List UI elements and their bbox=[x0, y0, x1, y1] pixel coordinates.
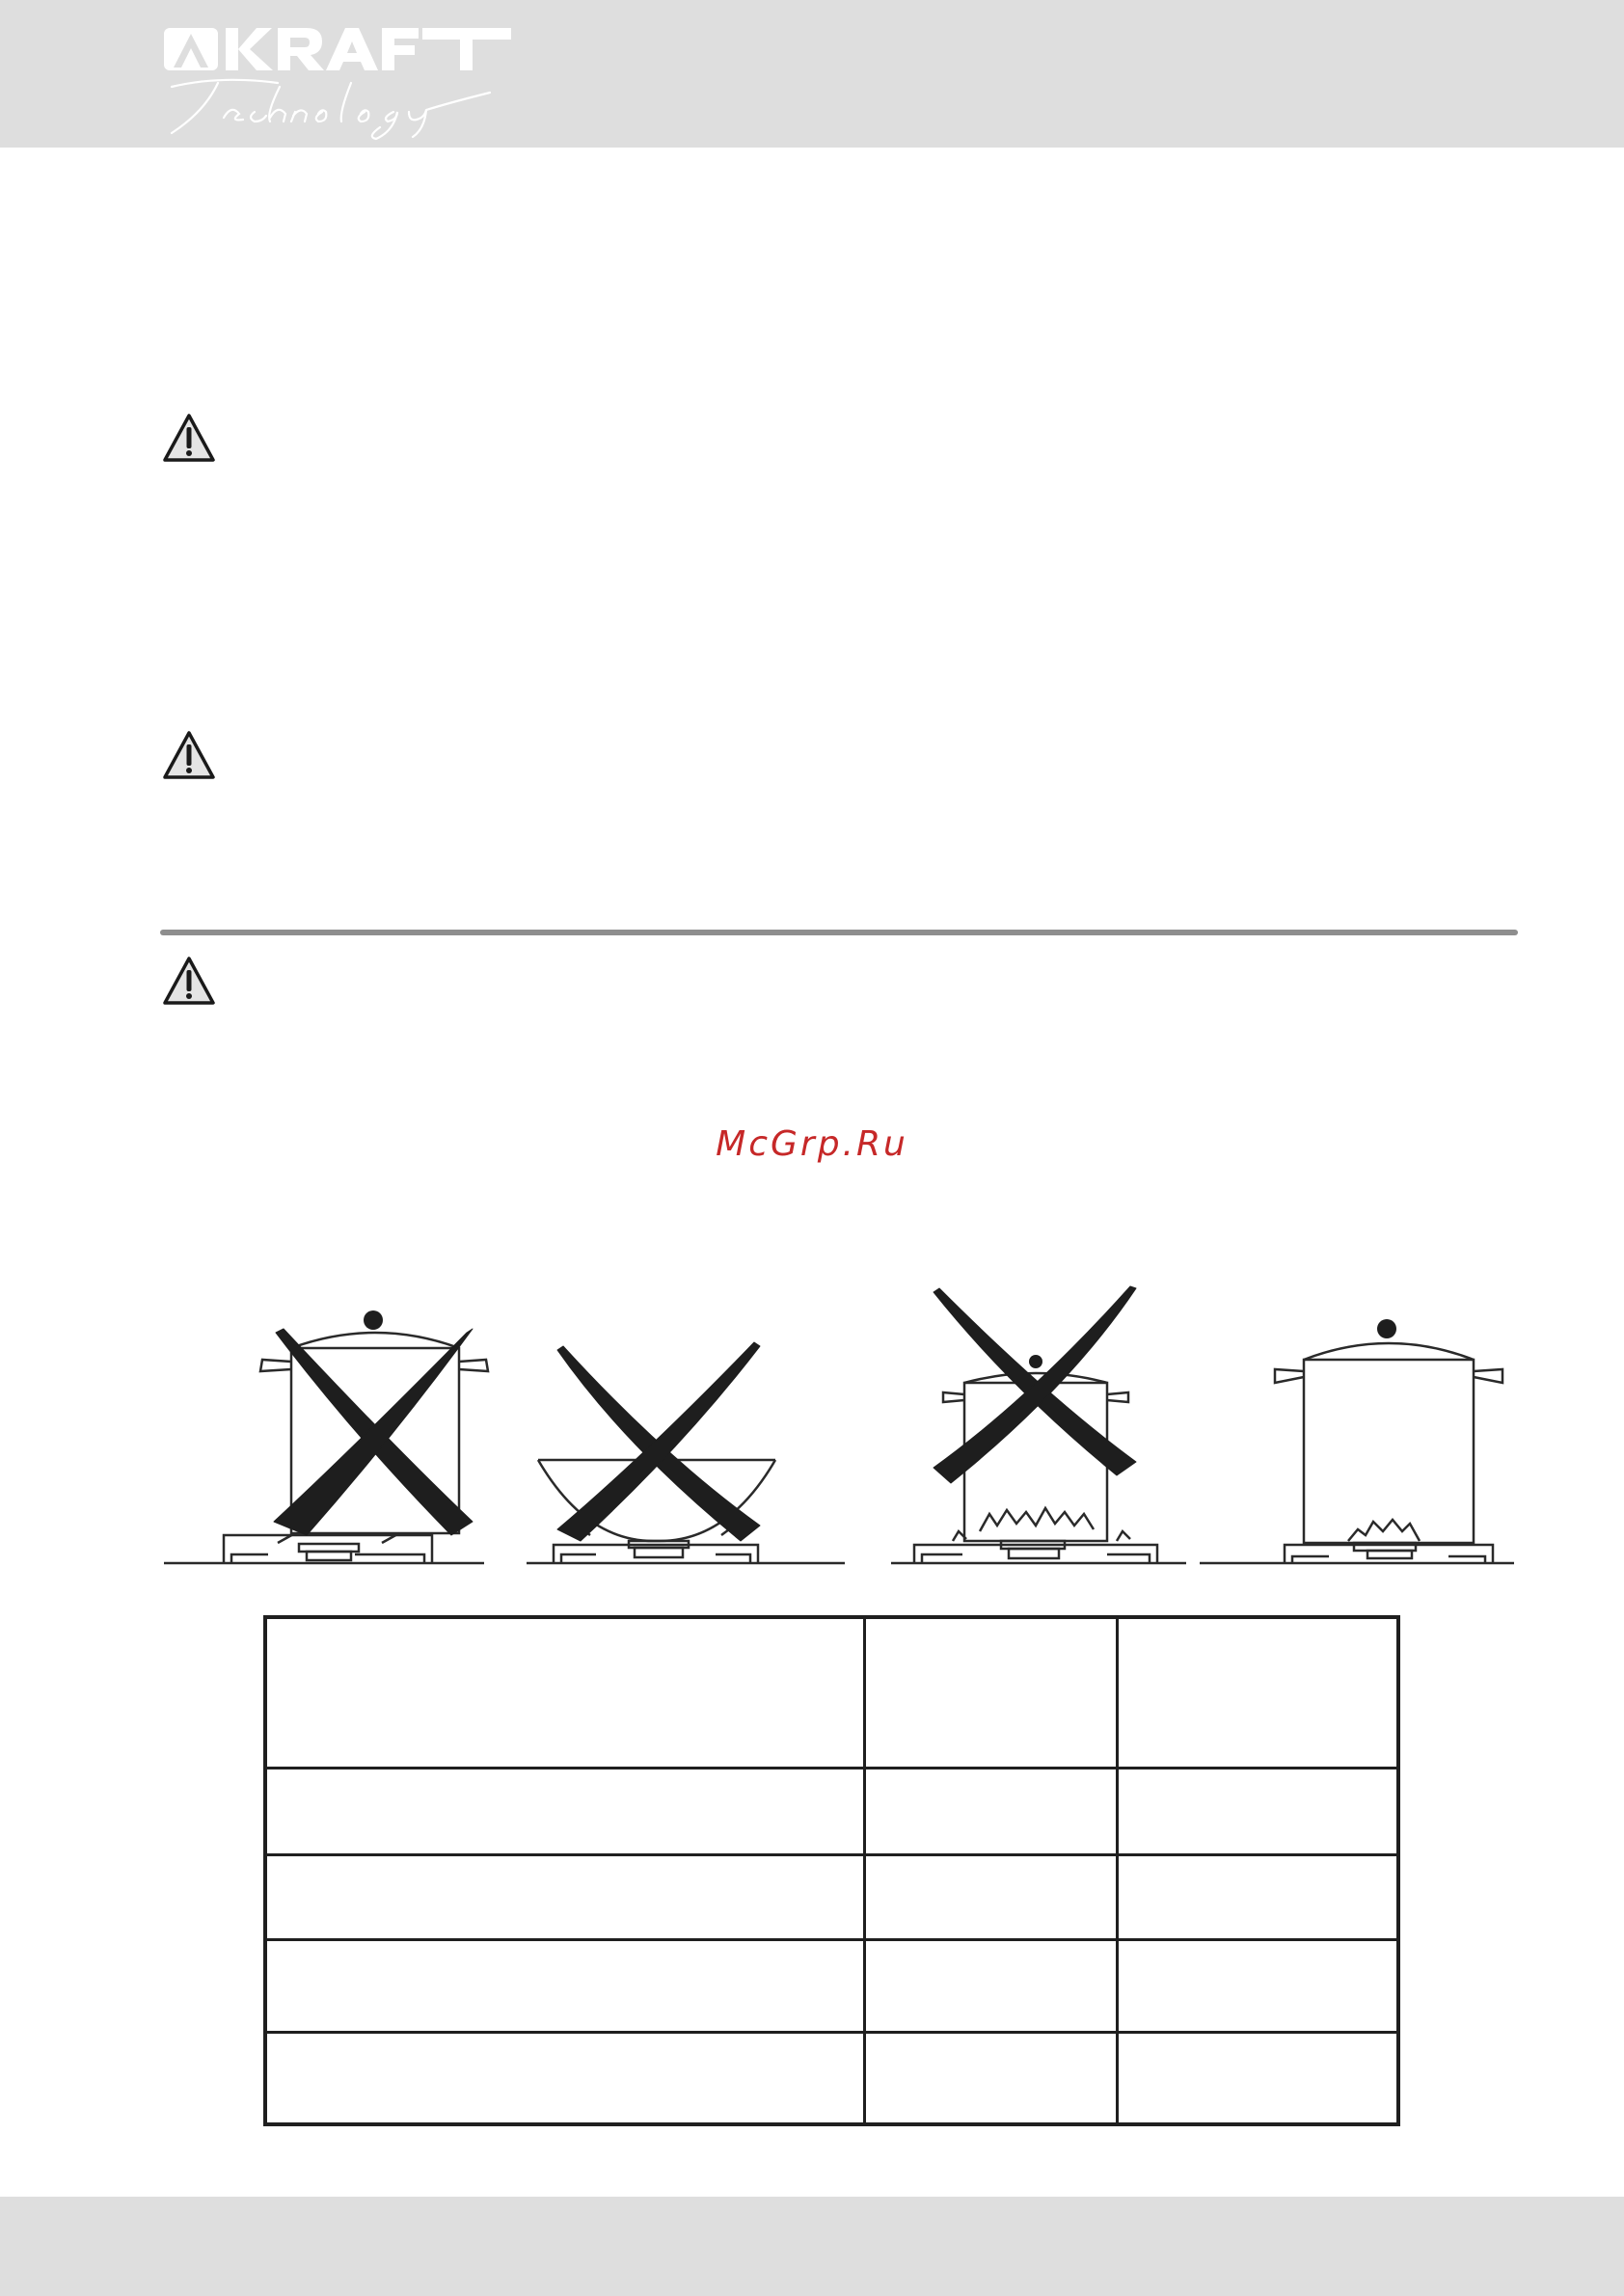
table-cell bbox=[1117, 1617, 1398, 1769]
table-cell bbox=[265, 1855, 864, 1939]
table-cell bbox=[864, 1855, 1117, 1939]
cookware-illustration bbox=[162, 1283, 1516, 1574]
header-band bbox=[0, 0, 1624, 148]
pot-too-large-panel bbox=[164, 1310, 488, 1563]
table-cell bbox=[864, 1939, 1117, 2032]
warning-triangle-icon bbox=[162, 730, 216, 780]
section-divider bbox=[160, 930, 1518, 935]
table-row bbox=[265, 1617, 1398, 1769]
table-cell bbox=[864, 1769, 1117, 1855]
table-cell bbox=[1117, 2033, 1398, 2124]
table-cell bbox=[1117, 1769, 1398, 1855]
table-cell bbox=[265, 2033, 864, 2124]
warning-triangle-icon bbox=[162, 956, 216, 1006]
table-row bbox=[265, 1855, 1398, 1939]
table-cell bbox=[265, 1769, 864, 1855]
table-cell bbox=[1117, 1855, 1398, 1939]
table-cell bbox=[864, 1617, 1117, 1769]
footer-band bbox=[0, 2197, 1624, 2296]
watermark-text: McGrp.Ru bbox=[716, 1124, 908, 1164]
table-cell bbox=[265, 1939, 864, 2032]
correct-pot-panel bbox=[1200, 1319, 1514, 1563]
table-cell bbox=[265, 1617, 864, 1769]
table-row bbox=[265, 1769, 1398, 1855]
kraft-technology-logo bbox=[162, 25, 513, 141]
table-row bbox=[265, 2033, 1398, 2124]
table-cell bbox=[1117, 1939, 1398, 2032]
table-row bbox=[265, 1939, 1398, 2032]
table-cell bbox=[864, 2033, 1117, 2124]
reference-table bbox=[263, 1615, 1400, 2126]
warning-triangle-icon bbox=[162, 413, 216, 463]
